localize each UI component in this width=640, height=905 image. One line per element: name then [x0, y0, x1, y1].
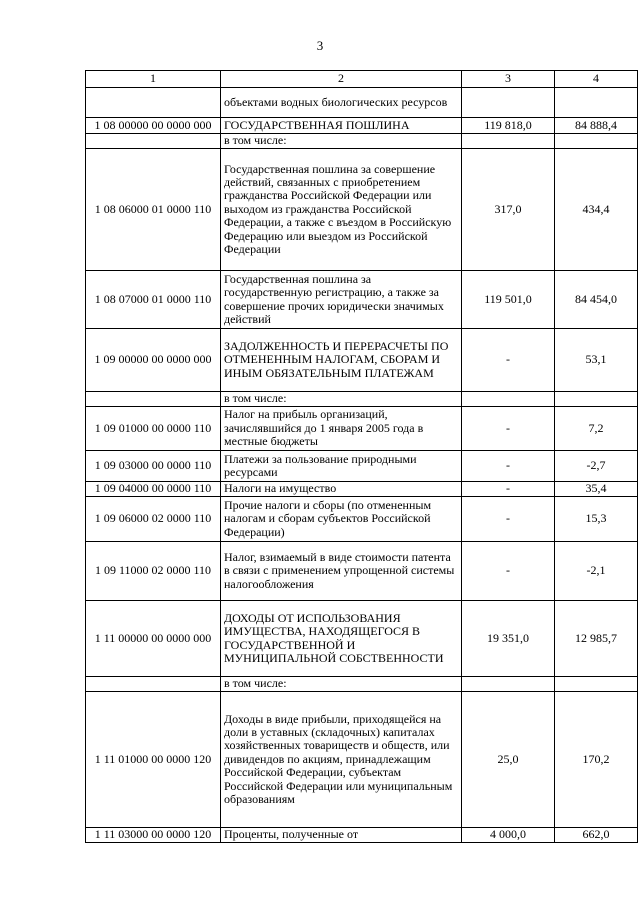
row-col4: [555, 88, 638, 118]
row-code: 1 09 00000 00 0000 000: [86, 329, 221, 392]
row-code: 1 11 03000 00 0000 120: [86, 828, 221, 843]
row-col3: 317,0: [462, 149, 555, 271]
row-col3: -: [462, 542, 555, 601]
row-col4: 35,4: [555, 482, 638, 497]
table-row: [86, 677, 638, 692]
header-col-4: 4: [555, 71, 638, 88]
row-code: 1 08 06000 01 0000 110: [86, 149, 221, 271]
table-row: [86, 451, 638, 482]
row-col4: 84 888,4: [555, 118, 638, 134]
row-code: 1 09 04000 00 0000 110: [86, 482, 221, 497]
table-row: [86, 482, 638, 497]
row-col4: 53,1: [555, 329, 638, 392]
row-col3: -: [462, 497, 555, 542]
row-code: 1 09 01000 00 0000 110: [86, 407, 221, 451]
header-col-2: 2: [221, 71, 462, 88]
row-code: 1 08 00000 00 0000 000: [86, 118, 221, 134]
table-row: [86, 118, 638, 134]
row-col3: 119 818,0: [462, 118, 555, 134]
row-name: в том числе:: [221, 677, 462, 692]
row-col3: [462, 392, 555, 407]
row-col4: 7,2: [555, 407, 638, 451]
row-col3: -: [462, 329, 555, 392]
row-name: Государственная пошлина за совершение действий, связанных с приобретением гражданства Российской Федерации или выходом из гражданства Российской Федерации, а также с въездом в Российскую Федерацию или выездом из Российской Федерации: [221, 149, 462, 271]
row-code: [86, 392, 221, 407]
row-col3: [462, 677, 555, 692]
table-row: [86, 601, 638, 677]
budget-table: [85, 70, 638, 843]
row-col3: 4 000,0: [462, 828, 555, 843]
row-name: в том числе:: [221, 134, 462, 149]
row-col4: 12 985,7: [555, 601, 638, 677]
row-col3: 119 501,0: [462, 271, 555, 329]
table-row: [86, 392, 638, 407]
row-code: 1 11 00000 00 0000 000: [86, 601, 221, 677]
row-col3: -: [462, 482, 555, 497]
row-name: ДОХОДЫ ОТ ИСПОЛЬЗОВАНИЯ ИМУЩЕСТВА, НАХОДЯЩЕГОСЯ В ГОСУДАРСТВЕННОЙ И МУНИЦИПАЛЬНОЙ СОБСТВЕННОСТИ: [221, 601, 462, 677]
row-col3: 19 351,0: [462, 601, 555, 677]
table-header-row: [86, 71, 638, 88]
row-name: Налог, взимаемый в виде стоимости патента в связи с применением упрощенной системы налогообложения: [221, 542, 462, 601]
row-code: 1 09 06000 02 0000 110: [86, 497, 221, 542]
table-row: [86, 329, 638, 392]
row-col4: -2,7: [555, 451, 638, 482]
row-col4: [555, 677, 638, 692]
table-row: [86, 692, 638, 828]
row-code: [86, 88, 221, 118]
row-col3: -: [462, 451, 555, 482]
table-row: [86, 271, 638, 329]
row-col4: -2,1: [555, 542, 638, 601]
row-code: 1 11 01000 00 0000 120: [86, 692, 221, 828]
row-col4: 84 454,0: [555, 271, 638, 329]
page-number: 3: [316, 38, 324, 53]
row-col3: [462, 134, 555, 149]
row-name: Налоги на имущество: [221, 482, 462, 497]
row-name: Государственная пошлина за государственную регистрацию, а также за совершение прочих юридически значимых действий: [221, 271, 462, 329]
row-col4: 170,2: [555, 692, 638, 828]
row-name: объектами водных биологических ресурсов: [221, 88, 462, 118]
row-col3: -: [462, 407, 555, 451]
header-col-3: 3: [462, 71, 555, 88]
table-row: [86, 134, 638, 149]
row-col3: [462, 88, 555, 118]
row-name: Платежи за пользование природными ресурсами: [221, 451, 462, 482]
row-col4: [555, 392, 638, 407]
row-name: ЗАДОЛЖЕННОСТЬ И ПЕРЕРАСЧЕТЫ ПО ОТМЕНЕННЫМ НАЛОГАМ, СБОРАМ И ИНЫМ ОБЯЗАТЕЛЬНЫМ ПЛАТЕЖАМ: [221, 329, 462, 392]
row-code: 1 08 07000 01 0000 110: [86, 271, 221, 329]
table-row: [86, 542, 638, 601]
row-code: [86, 134, 221, 149]
row-col3: 25,0: [462, 692, 555, 828]
row-name: Прочие налоги и сборы (по отмененным налогам и сборам субъектов Российской Федерации): [221, 497, 462, 542]
row-name: Доходы в виде прибыли, приходящейся на доли в уставных (складочных) капиталах хозяйственных товариществ и обществ, или дивидендов по акциям, принадлежащим Российской Федерации, субъектам Российской Федерации или муниципальным образованиям: [221, 692, 462, 828]
row-col4: 662,0: [555, 828, 638, 843]
row-code: 1 09 03000 00 0000 110: [86, 451, 221, 482]
table-row: [86, 497, 638, 542]
row-code: 1 09 11000 02 0000 110: [86, 542, 221, 601]
row-col4: 15,3: [555, 497, 638, 542]
row-col4: [555, 134, 638, 149]
row-name: в том числе:: [221, 392, 462, 407]
table-row: [86, 149, 638, 271]
row-name: Проценты, полученные от: [221, 828, 462, 843]
row-name: ГОСУДАРСТВЕННАЯ ПОШЛИНА: [221, 118, 462, 134]
row-col4: 434,4: [555, 149, 638, 271]
table-row: [86, 828, 638, 843]
row-name: Налог на прибыль организаций, зачислявшийся до 1 января 2005 года в местные бюджеты: [221, 407, 462, 451]
table-row: [86, 88, 638, 118]
header-col-1: 1: [86, 71, 221, 88]
row-code: [86, 677, 221, 692]
table-row: [86, 407, 638, 451]
